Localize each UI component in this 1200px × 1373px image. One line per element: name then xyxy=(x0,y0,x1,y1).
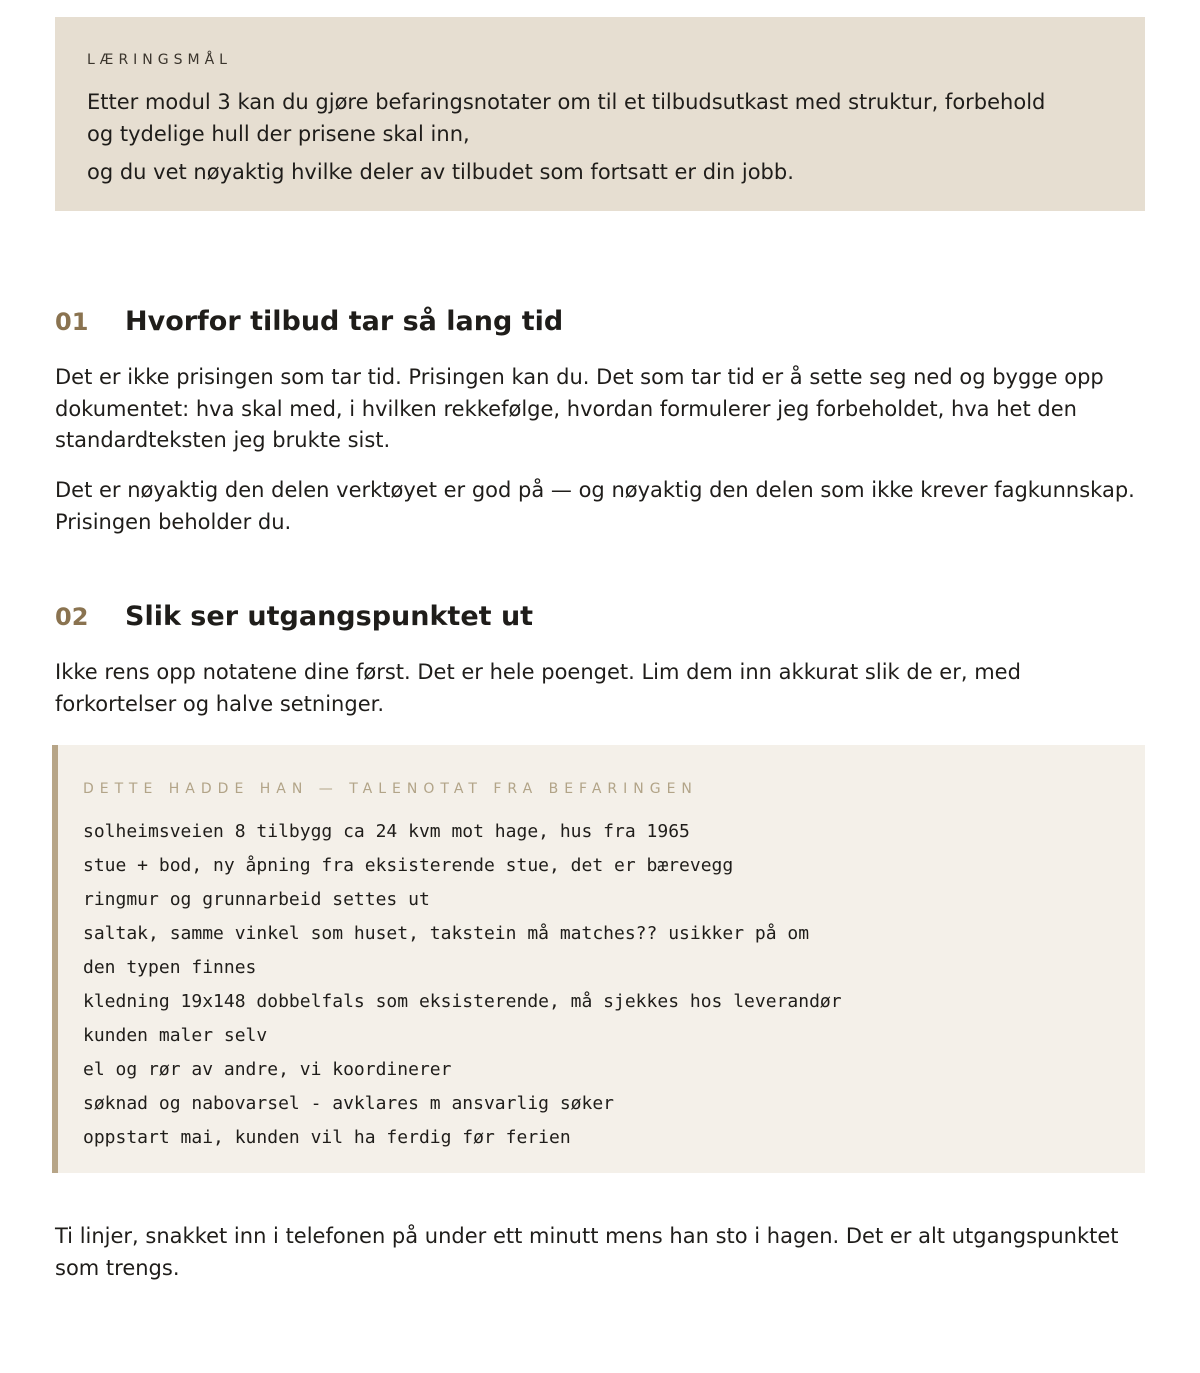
section1-paragraph-2: Det er nøyaktig den delen verktøyet er god på — og nøyaktig den delen som ikke krever fagkunnskap. Prisingen beholder du. xyxy=(55,478,1135,534)
quote-label: DETTE HADDE HAN — TALENOTAT FRA BEFARINGEN xyxy=(83,781,698,797)
note-lines xyxy=(83,815,1145,1155)
section2-intro: Ikke rens opp notatene dine først. Det er hele poenget. Lim dem inn akkurat slik de er, med forkortelser og halve setninger. xyxy=(55,660,1021,716)
learning-goal-label: LÆRINGSMÅL xyxy=(87,52,232,68)
note-line: el og rør av andre, vi koordinerer xyxy=(83,1059,452,1080)
section-heading-02 xyxy=(55,601,533,641)
section-heading-01 xyxy=(55,306,563,346)
note-line: solheimsveien 8 tilbygg ca 24 kvm mot hage, hus fra 1965 xyxy=(83,821,690,842)
section-number: 01 xyxy=(55,308,89,336)
section2-outro: Ti linjer, snakket inn i telefonen på under ett minutt mens han sto i hagen. Det er alt utgangspunktet som trengs. xyxy=(55,1224,1119,1280)
section1-paragraph-1: Det er ikke prisingen som tar tid. Prisingen kan du. Det som tar tid er å sette seg ned og bygge opp dokumentet: hva skal med, i hvilken rekkefølge, hvordan formulerer jeg forbeholdet, hva het den standardteksten jeg brukte sist. xyxy=(55,365,1104,452)
learning-goal-text: Etter modul 3 kan du gjøre befaringsnotater om til et tilbudsutkast med struktur, forbehold og tydelige hull der prisene skal inn, xyxy=(87,90,1046,146)
note-line: saltak, samme vinkel som huset, takstein må matches?? usikker på om xyxy=(83,923,810,944)
voice-note-quote-box xyxy=(52,745,1145,1173)
learning-goal-text-continued: og du vet nøyaktig hvilke deler av tilbudet som fortsatt er din jobb. xyxy=(87,160,794,184)
note-line: kledning 19x148 dobbelfals som eksisterende, må sjekkes hos leverandør xyxy=(83,991,842,1012)
note-line: oppstart mai, kunden vil ha ferdig før ferien xyxy=(83,1127,571,1148)
section-number: 02 xyxy=(55,603,89,631)
note-line: ringmur og grunnarbeid settes ut xyxy=(83,889,430,910)
note-line: kunden maler selv xyxy=(83,1025,268,1046)
learning-goal-box xyxy=(55,17,1145,211)
note-line: den typen finnes xyxy=(83,957,257,978)
section-title: Hvorfor tilbud tar så lang tid xyxy=(125,306,564,337)
note-line: stue + bod, ny åpning fra eksisterende stue, det er bærevegg xyxy=(83,855,734,876)
note-line: søknad og nabovarsel - avklares m ansvarlig søker xyxy=(83,1093,615,1114)
section-title: Slik ser utgangspunktet ut xyxy=(125,601,534,632)
